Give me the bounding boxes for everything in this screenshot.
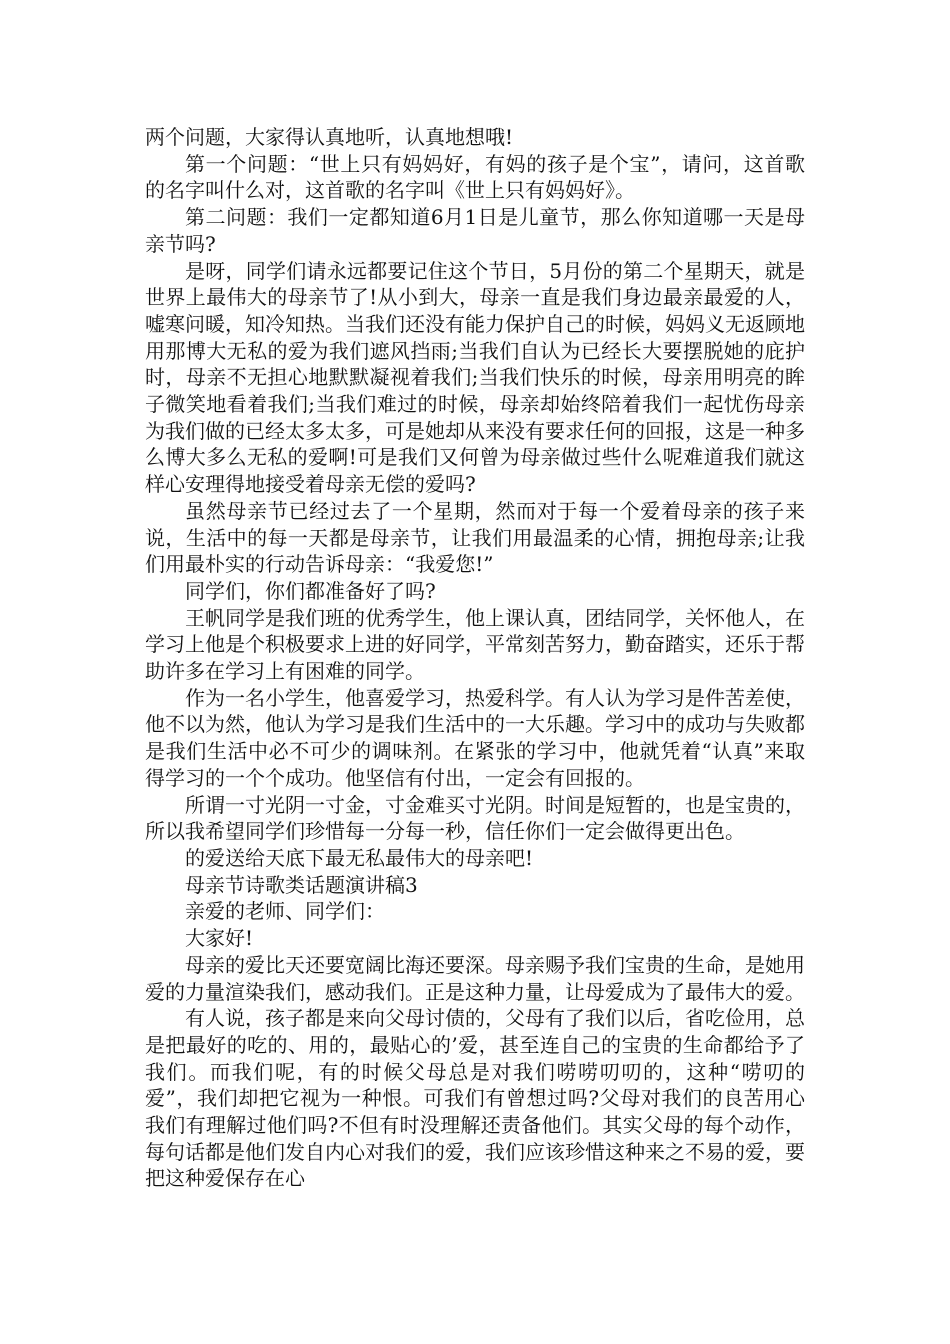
paragraph-8: 作为一名小学生，他喜爱学习，热爱科学。有人认为学习是件苦差使，他不以为然，他认为学习是我们生活中的一大乐趣。学习中的成功与失败都是我们生活中必不可少的调味剂。在紧张的学习中，他就凭着“认真”来取得学习的一个个成功。他坚信有付出，一定会有回报的。 [145, 685, 805, 790]
document-body [145, 124, 805, 1192]
paragraph-9: 所谓一寸光阴一寸金，寸金难买寸光阴。时间是短暂的，也是宝贵的，所以我希望同学们珍惜每一分每一秒，信任你们一定会做得更出色。 [145, 792, 805, 844]
paragraph-6: 同学们，你们都准备好了吗? [185, 578, 436, 603]
paragraph-7: 王帆同学是我们班的优秀学生，他上课认真，团结同学，关怀他人，在学习上他是个积极要求上进的好同学，平常刻苦努力，勤奋踏实，还乐于帮助许多在学习上有困难的同学。 [145, 605, 805, 684]
salutation: 亲爱的老师、同学们： [185, 899, 385, 924]
paragraph-10: 的爱送给天底下最无私最伟大的母亲吧! [185, 845, 534, 870]
paragraph-14: 母亲的爱比天还要宽阔比海还要深。母亲赐予我们宝贵的生命，是她用爱的力量渲染我们，感动我们。正是这种力量，让母爱成为了最伟大的爱。 [145, 952, 805, 1004]
paragraph-1: 两个问题，大家得认真地听，认真地想哦! [145, 125, 514, 149]
paragraph-5: 虽然母亲节已经过去了一个星期，然而对于每一个爱着母亲的孩子来说，生活中的每一天都是母亲节，让我们用最温柔的心情，拥抱母亲;让我们用最朴实的行动告诉母亲：“我爱您!” [145, 498, 805, 577]
greeting: 大家好! [185, 926, 254, 951]
paragraph-15: 有人说，孩子都是来向父母讨债的，父母有了我们以后，省吃俭用，总是把最好的吃的、用的，最贴心的’爱，甚至连自己的宝贵的生命都给予了我们。而我们呢，有的时候父母总是对我们唠唠叨叨的，这种“唠叨的爱”，我们却把它视为一种恨。可我们有曾想过吗?父母对我们的良苦用心我们有理解过他们吗?不但有时没理解还责备他们。其实父母的每个动作，每句话都是他们发自内心对我们的爱，我们应该珍惜这种来之不易的爱，要把这种爱保存在心 [145, 1006, 805, 1191]
paragraph-2: 第一个问题：“世上只有妈妈好，有妈的孩子是个宝”，请问，这首歌的名字叫什么对，这首歌的名字叫《世上只有妈妈好》。 [145, 151, 805, 203]
paragraph-4: 是呀，同学们请永远都要记住这个节日，5月份的第二个星期天，就是世界上最伟大的母亲节了!从小到大，母亲一直是我们身边最亲最爱的人，嘘寒问暖，知冷知热。当我们还没有能力保护自己的时候，妈妈义无返顾地用那博大无私的爱为我们遮风挡雨;当我们自认为已经长大要摆脱她的庇护时，母亲不无担心地默默凝视着我们;当我们快乐的时候，母亲用明亮的眸子微笑地看着我们;当我们难过的时候，母亲却始终陪着我们一起忧伤母亲为我们做的已经太多太多，可是她却从来没有要求任何的回报，这是一种多么博大多么无私的爱啊!可是我们又何曾为母亲做过些什么呢难道我们就这样心安理得地接受着母亲无偿的爱吗? [145, 258, 805, 497]
paragraph-3: 第二问题：我们一定都知道6月1日是儿童节，那么你知道哪一天是母亲节吗? [145, 205, 805, 256]
section-title: 母亲节诗歌类话题演讲稿3 [185, 872, 418, 897]
